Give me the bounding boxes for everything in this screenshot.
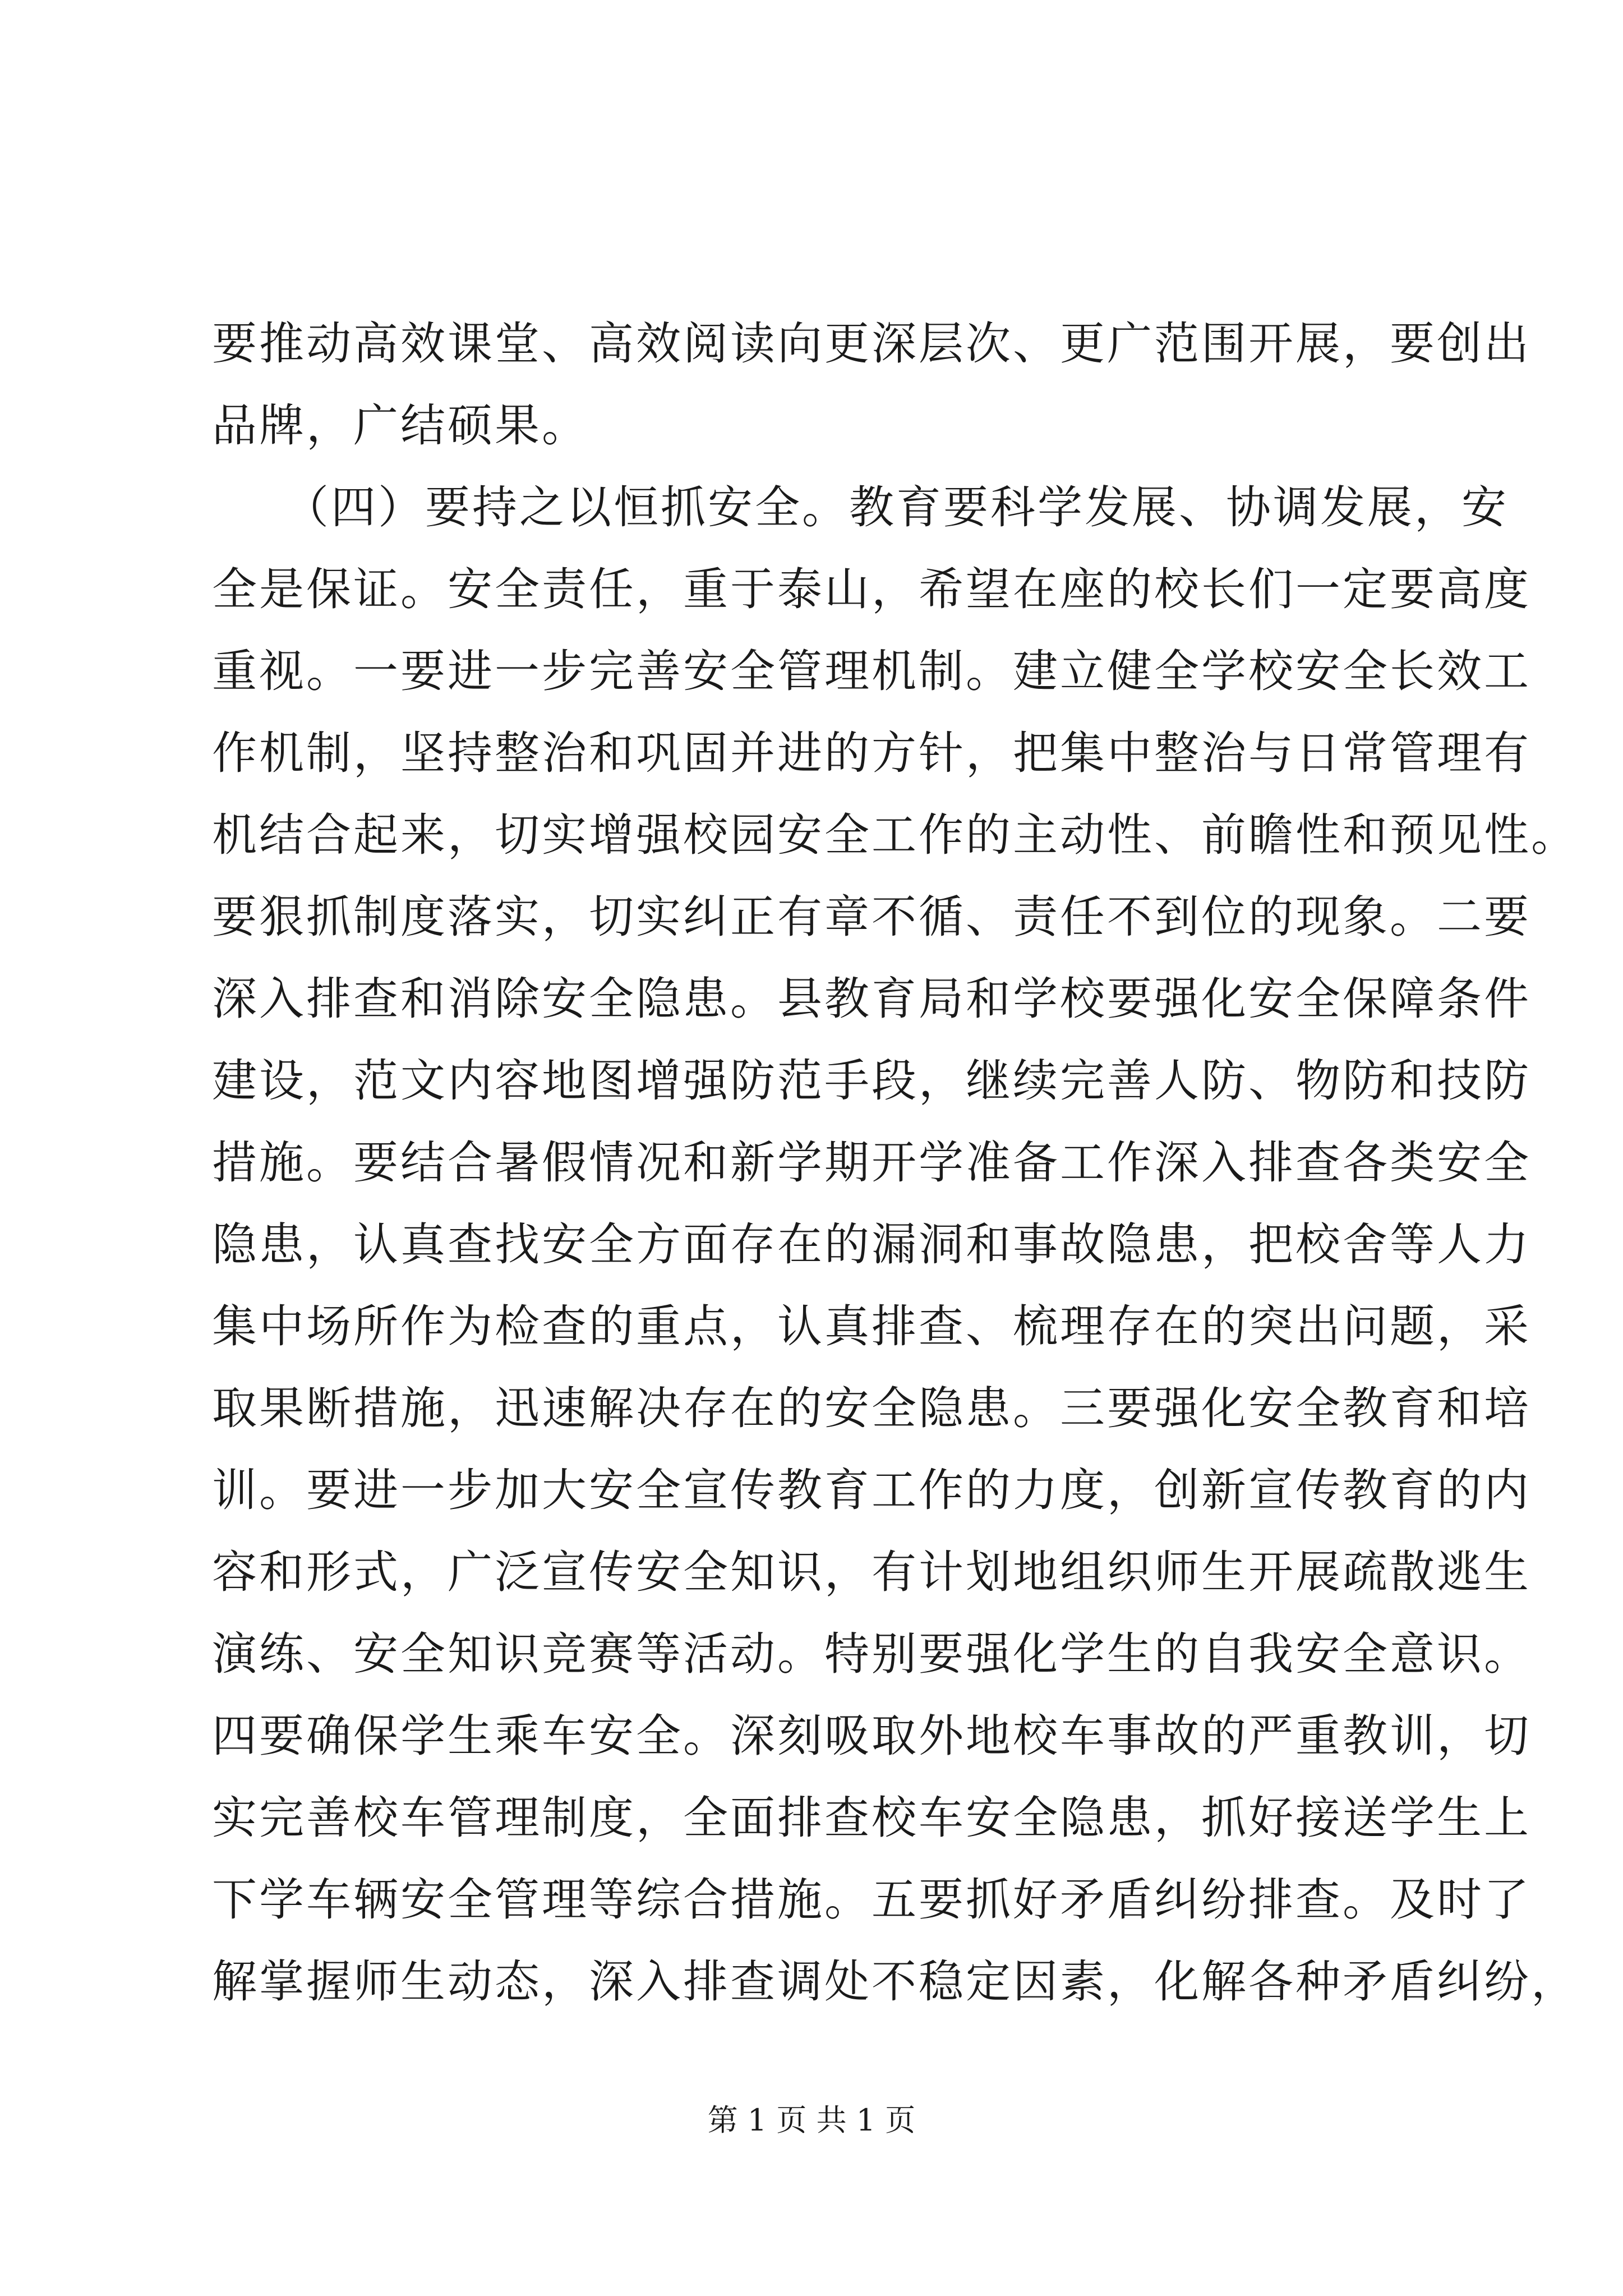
text-line: 作机制，坚持整治和巩固并进的方针，把集中整治与日常管理有 [212,727,1531,779]
text-line: 训。要进一步加大安全宣传教育工作的力度，创新宣传教育的内 [212,1464,1531,1516]
text-line: 演练、安全知识竞赛等活动。特别要强化学生的自我安全意识。 [212,1628,1531,1680]
text-line: 全是保证。安全责任，重于泰山，希望在座的校长们一定要高度 [212,563,1531,615]
text-line: 集中场所作为检查的重点，认真排查、梳理存在的突出问题，采 [212,1300,1531,1352]
text-line: 措施。要结合暑假情况和新学期开学准备工作深入排查各类安全 [212,1137,1531,1189]
text-line: 四要确保学生乘车安全。深刻吸取外地校车事故的严重教训，切 [212,1710,1531,1762]
text-line: 机结合起来，切实增强校园安全工作的主动性、前瞻性和预见性。 [212,809,1578,861]
text-line: 重视。一要进一步完善安全管理机制。建立健全学校安全长效工 [212,645,1531,697]
text-line: （四）要持之以恒抓安全。教育要科学发展、协调发展，安 [212,481,1509,533]
text-line: 下学车辆安全管理等综合措施。五要抓好矛盾纠纷排查。及时了 [212,1874,1531,1926]
body-text [212,303,1578,2023]
page-footer: 第 1 页 共 1 页 [707,2102,916,2138]
text-line: 容和形式，广泛宣传安全知识，有计划地组织师生开展疏散逃生 [212,1546,1531,1598]
text-line: 隐患，认真查找安全方面存在的漏洞和事故隐患，把校舍等人力 [212,1218,1531,1271]
text-line: 建设，范文内容地图增强防范手段，继续完善人防、物防和技防 [212,1055,1531,1107]
text-line: 要推动高效课堂、高效阅读向更深层次、更广范围开展，要创出 [212,318,1531,370]
text-line: 要狠抓制度落实，切实纠正有章不循、责任不到位的现象。二要 [212,891,1531,943]
text-line: 品牌，广结硕果。 [212,399,589,452]
text-line: 实完善校车管理制度，全面排查校车安全隐患，抓好接送学生上 [212,1792,1531,1844]
text-line: 深入排查和消除安全隐患。县教育局和学校要强化安全保障条件 [212,973,1531,1025]
text-line: 解掌握师生动态，深入排查调处不稳定因素，化解各种矛盾纠纷， [212,1955,1578,2008]
text-line: 取果断措施，迅速解决存在的安全隐患。三要强化安全教育和培 [212,1382,1531,1434]
